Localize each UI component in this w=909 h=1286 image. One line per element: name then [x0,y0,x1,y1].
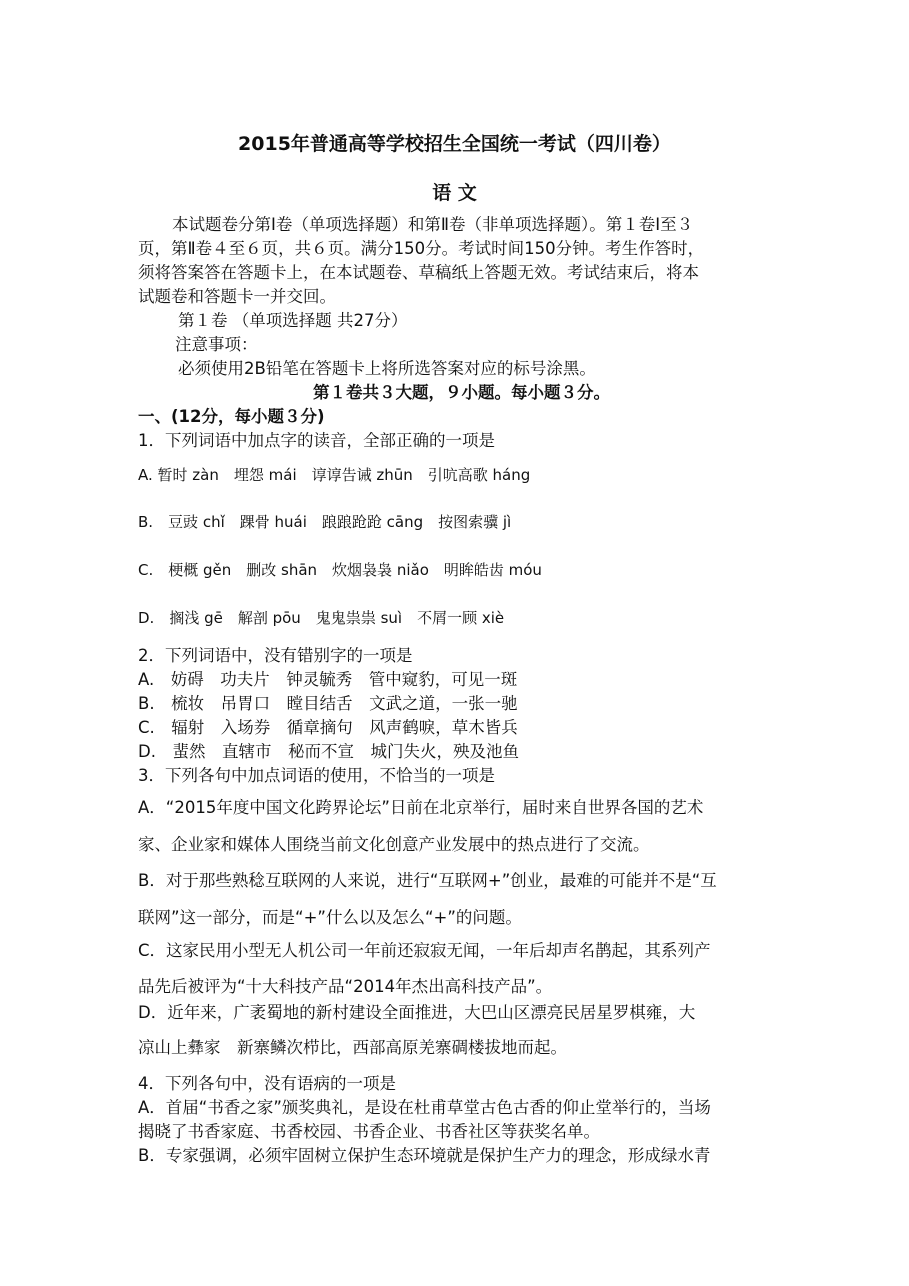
question-stem: 3．下列各句中加点词语的使用，不恰当的一项是 [138,766,495,785]
subject-title: 语 文 [432,182,477,204]
answer-option: B．专家强调，必须牢固树立保护生态环境就是保护生产力的理念，形成绿水青 [138,1146,711,1165]
answer-option: B. 梳妆 吊胃口 瞠目结舌 文武之道，一张一驰 [138,694,518,713]
answer-option: C. 梗概 gěn 删改 shān 炊烟袅袅 niǎo 明眸皓齿 móu [138,561,542,579]
answer-option: C. 辐射 入场券 循章摘句 风声鹤唳，草木皆兵 [138,718,518,737]
intro-line: 须将答案答在答题卡上，在本试题卷、草稿纸上答题无效。考试结束后，将本 [138,263,699,282]
notice-title: 注意事项： [175,335,258,354]
notice-text: 必须使用2B铅笔在答题卡上将所选答案对应的标号涂黑。 [178,359,596,378]
answer-option: A. 暂时 zàn 埋怨 mái 谆谆告诫 zhūn 引吭高歌 háng [138,466,531,484]
answer-option-continued: 家、企业家和媒体人围绕当前文化创意产业发展中的热点进行了交流。 [138,835,650,854]
part-summary: 第１卷共３大题，９小题。每小题３分。 [313,383,610,402]
answer-option-continued: 联网”这一部分，而是“+”什么以及怎么“+”的问题。 [138,908,522,927]
intro-line: 本试题卷分第Ⅰ卷（单项选择题）和第Ⅱ卷（非单项选择题）。第１卷Ⅰ至３ [172,215,694,234]
part-title: 第１卷 （单项选择题 共27分） [178,311,408,330]
intro-line: 试题卷和答题卡一并交回。 [138,287,336,306]
intro-line: 页，第Ⅱ卷４至６页，共６页。满分150分。考试时间150分钟。考生作答时， [138,239,705,258]
answer-option: D. 搁浅 gē 解剖 pōu 鬼鬼祟祟 suì 不屑一顾 xiè [138,609,505,627]
answer-option: D．近年来，广袤蜀地的新村建设全面推进，大巴山区漂亮民居星罗棋雍，大 [138,1003,696,1022]
question-stem: 2．下列词语中，没有错别字的一项是 [138,646,413,665]
answer-option: A．“2015年度中国文化跨界论坛”日前在北京举行，届时来自世界各国的艺术 [138,798,704,817]
answer-option: B. 豆豉 chǐ 踝骨 huái 踉踉跄跄 cāng 按图索骥 jì [138,513,512,531]
answer-option: A．首届“书香之家”颁奖典礼，是设在杜甫草堂古色古香的仰止堂举行的，当场 [138,1098,711,1117]
question-stem: 1．下列词语中加点字的读音，全部正确的一项是 [138,431,495,450]
answer-option-continued: 凉山上彝家 新寨鳞次栉比，西部高原羌寨碉楼拔地而起。 [138,1038,567,1057]
answer-option: A. 妨碍 功夫片 钟灵毓秀 管中窥豹，可见一斑 [138,670,518,689]
answer-option-continued: 品先后被评为“十大科技产品“2014年杰出高科技产品”。 [138,977,553,996]
section-heading: 一、(12分，每小题３分) [138,407,325,426]
answer-option: C．这家民用小型无人机公司一年前还寂寂无闻，一年后却声名鹊起，其系列产 [138,941,711,960]
answer-option-continued: 揭晓了书香家庭、书香校园、书香企业、书香社区等获奖名单。 [138,1122,600,1141]
question-stem: 4．下列各句中，没有语病的一项是 [138,1074,396,1093]
exam-title: 2015年普通高等学校招生全国统一考试（四川卷） [238,133,671,155]
answer-option: D. 蜚然 直辖市 秘而不宣 城门失火，殃及池鱼 [138,742,519,761]
answer-option: B．对于那些熟稔互联网的人来说，进行“互联网+”创业，最难的可能并不是“互 [138,871,717,890]
